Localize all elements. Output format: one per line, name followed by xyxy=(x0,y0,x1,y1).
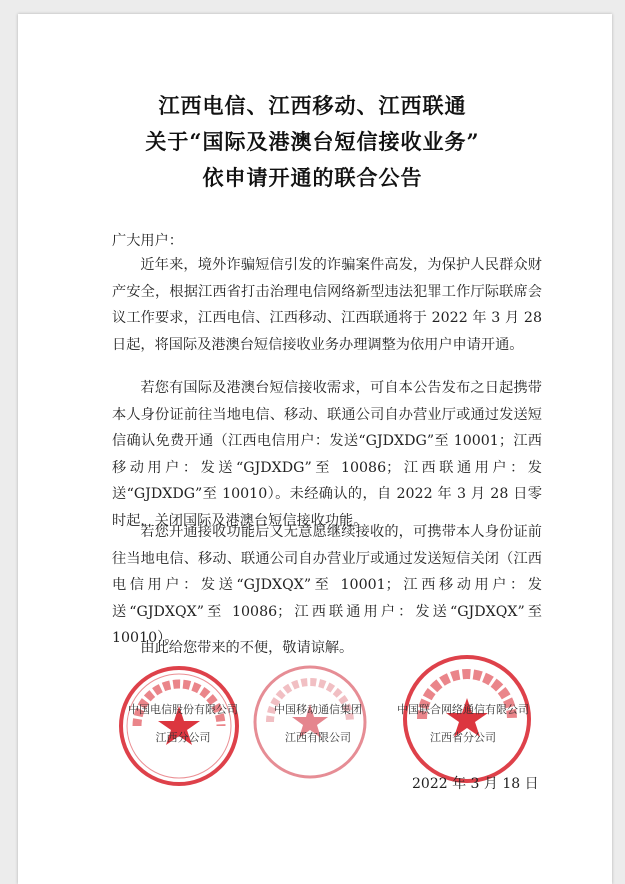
title-line-1: 江西电信、江西移动、江西联通 xyxy=(158,93,467,118)
signature-mobile-company: 中国移动通信集团 xyxy=(274,703,362,716)
signature-telecom-branch: 江西分公司 xyxy=(155,731,211,744)
signature-mobile-branch: 江西有限公司 xyxy=(285,731,351,744)
signature-unicom-branch: 江西省分公司 xyxy=(430,731,496,744)
signature-mobile xyxy=(258,696,378,752)
paragraph-3-text: 若您开通接收功能后又无意愿继续接收的，可携带本人身份证前往当地电信、移动、联通公司自办营业厅或通过发送短信关闭（江西电信用户：发送“GJDXQX”至 10001；江西移动用户：发送“GJDXQX”至 10086；江西联通用户：发送“GJDXQX”至 10010）。 xyxy=(112,524,542,646)
paragraph-4-text: 由此给您带来的不便，敬请谅解。 xyxy=(140,640,354,656)
paragraph-2 xyxy=(112,375,542,534)
salutation: 广大用户： xyxy=(112,233,183,249)
paragraph-1 xyxy=(112,252,542,358)
paragraph-3 xyxy=(112,519,542,652)
title-line-3: 依申请开通的联合公告 xyxy=(202,165,423,190)
signature-unicom-company: 中国联合网络通信有限公司 xyxy=(397,703,529,716)
paragraph-1-text: 近年来，境外诈骗短信引发的诈骗案件高发，为保护人民群众财产安全，根据江西省打击治理电信网络新型违法犯罪工作厅际联席会议工作要求，江西电信、江西移动、江西联通将于 2022 年 3 月 28 日起，将国际及港澳台短信接收业务办理调整为依用户申请开通。 xyxy=(112,257,542,353)
signature-telecom-company: 中国电信股份有限公司 xyxy=(128,703,238,716)
date: 2022 年 3 月 18 日 xyxy=(412,776,539,792)
signature-unicom xyxy=(383,696,543,752)
paragraph-2-text: 若您有国际及港澳台短信接收需求，可自本公告发布之日起携带本人身份证前往当地电信、移动、联通公司自办营业厅或通过发送短信确认免费开通（江西电信用户：发送“GJDXDG”至 10001；江西移动用户：发送“GJDXDG”至 10086；江西联通用户：发送“GJDXDG”至 10010）。未经确认的，自 2022 年 3 月 28 日零时起，关闭国际及港澳台短信接收功能。 xyxy=(112,380,542,529)
signature-telecom xyxy=(108,696,258,752)
title-line-2: 关于“国际及港澳台短信接收业务” xyxy=(145,129,480,154)
